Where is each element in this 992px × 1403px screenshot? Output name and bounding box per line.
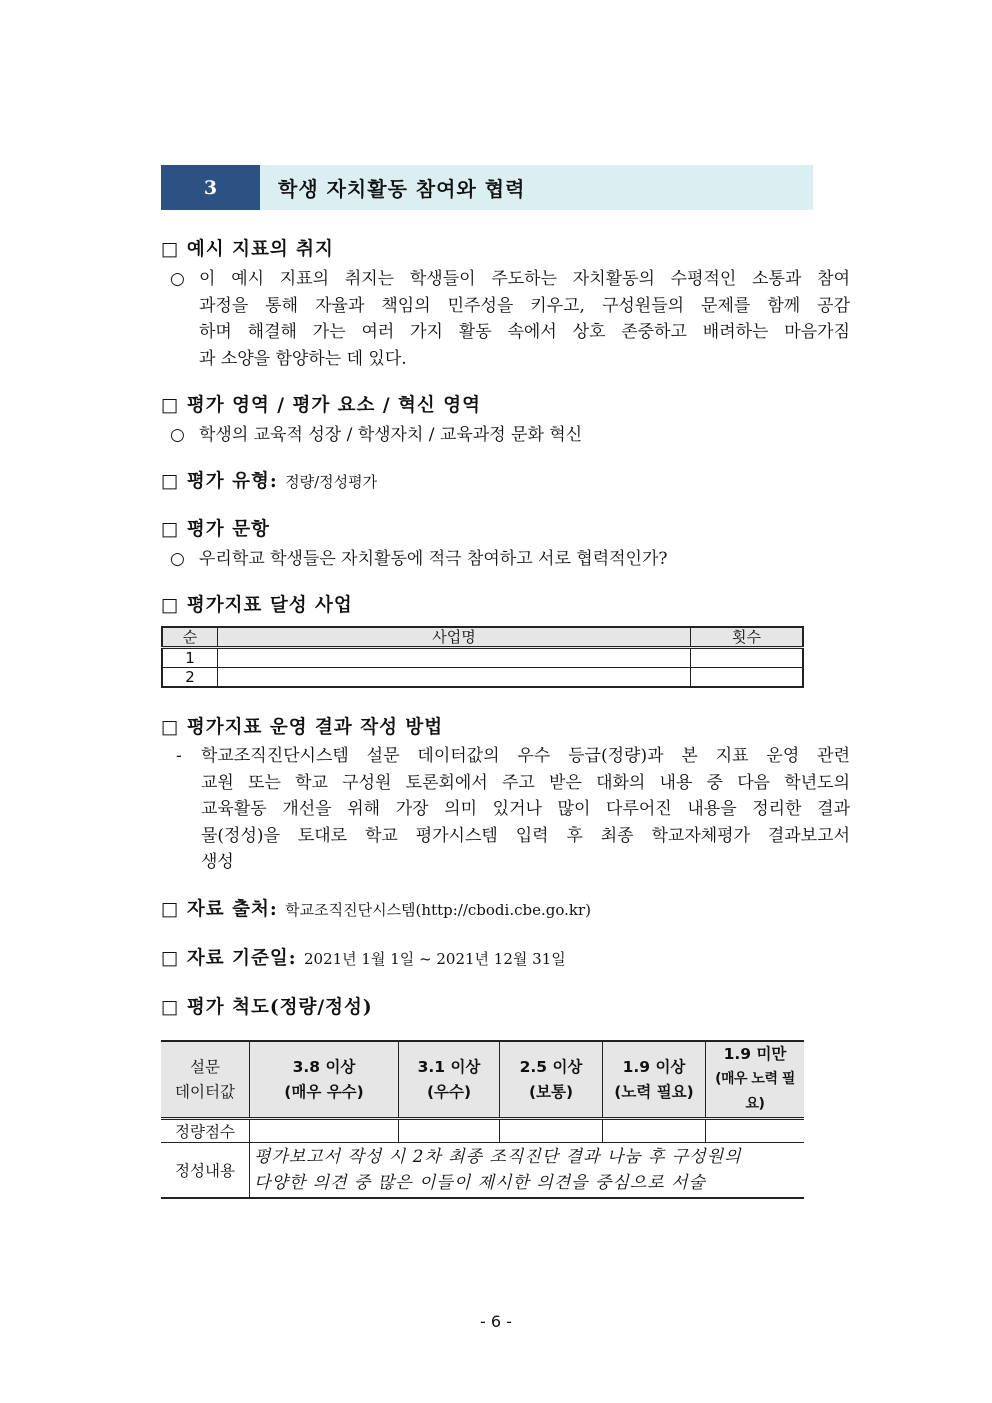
method-line: 물(정성)을 토대로 학교 평가시스템 입력 후 최종 학교자체평가 결과보고서 — [201, 825, 850, 846]
column-header: 1.9 미만 (매우 노력 필요) — [706, 1041, 805, 1119]
table-cell — [218, 648, 691, 668]
purpose-line: ○ 이 예시 지표의 취지는 학생들이 주도하는 자치활동의 수평적인 소통과 참여 — [170, 266, 850, 293]
table-row — [162, 648, 803, 668]
column-header: 순 — [162, 627, 218, 648]
section-title: 학생 자치활동 참여와 협력 — [260, 165, 813, 210]
column-header: 2.5 이상 (보통) — [500, 1041, 603, 1119]
table-cell — [500, 1119, 603, 1143]
table-cell — [250, 1119, 399, 1143]
column-header: 횟수 — [691, 627, 804, 648]
table-cell — [218, 668, 691, 688]
table-row — [161, 1119, 804, 1143]
dash-bullet: - — [176, 746, 182, 766]
circle-bullet: ○ — [170, 549, 185, 569]
source-heading: □ 자료 출처: 학교조직진단시스템(http://cbodi.cbe.go.kr) — [161, 899, 591, 920]
method-line: 생성 — [201, 852, 234, 872]
purpose-line: 과정을 통해 자율과 책임의 민주성을 키우고, 구성원들의 문제를 함께 공감 — [199, 295, 850, 316]
area-heading: □ 평가 영역 / 평가 요소 / 혁신 영역 — [161, 395, 481, 416]
method-paragraph — [176, 743, 850, 876]
table-cell — [691, 648, 804, 668]
column-header: 1.9 이상 (노력 필요) — [603, 1041, 706, 1119]
table-cell — [399, 1119, 500, 1143]
row-label: 정량점수 — [161, 1119, 250, 1143]
table-row — [162, 668, 803, 688]
circle-bullet: ○ — [170, 425, 185, 445]
method-line: - 학교조직진단시스템 설문 데이터값의 우수 등급(정량)과 본 지표 운영 관련 — [176, 743, 850, 770]
table-cell: 1 — [162, 648, 218, 668]
type-value: 정량/정성평가 — [285, 473, 378, 491]
purpose-heading: □ 예시 지표의 취지 — [161, 239, 334, 260]
table-header-row — [162, 627, 803, 648]
scale-table — [161, 1040, 804, 1199]
date-heading: □ 자료 기준일: 2021년 1월 1일 ~ 2021년 12월 31일 — [161, 948, 566, 969]
column-header: 설문 데이터값 — [161, 1041, 250, 1119]
date-value: 2021년 1월 1일 ~ 2021년 12월 31일 — [304, 950, 566, 968]
method-line: 교원 또는 학교 구성원 토론회에서 주고 받은 대화의 내용 중 다음 학년도의 — [201, 772, 850, 793]
projects-table — [161, 626, 804, 688]
method-line: 교육활동 개선을 위해 가장 의미 있거나 많이 다루어진 내용을 정리한 결과 — [201, 799, 850, 819]
purpose-line: 하며 해결해 가는 여러 가지 활동 속에서 상호 존중하고 배려하는 마음가짐 — [199, 322, 850, 342]
qualitative-description: 평가보고서 작성 시 2차 최종 조직진단 결과 나눔 후 구성원의 다양한 의견 중 많은 이들이 제시한 의견을 중심으로 서술 — [250, 1143, 805, 1199]
type-heading: □ 평가 유형: 정량/정성평가 — [161, 471, 378, 492]
row-label: 정성내용 — [161, 1143, 250, 1199]
table-cell — [603, 1119, 706, 1143]
column-header: 3.1 이상 (우수) — [399, 1041, 500, 1119]
table-row — [161, 1143, 804, 1199]
scale-heading: □ 평가 척도(정량/정성) — [161, 997, 373, 1018]
column-header: 사업명 — [218, 627, 691, 648]
projects-heading: □ 평가지표 달성 사업 — [161, 595, 353, 616]
purpose-line: 과 소양을 함양하는 데 있다. — [199, 348, 407, 369]
column-header: 3.8 이상 (매우 우수) — [250, 1041, 399, 1119]
table-cell — [706, 1119, 805, 1143]
question-paragraph — [170, 546, 850, 573]
area-paragraph — [170, 422, 850, 449]
question-heading: □ 평가 문항 — [161, 519, 270, 540]
section-banner — [161, 165, 813, 210]
section-number: 3 — [161, 165, 260, 210]
table-cell — [691, 668, 804, 688]
area-line: ○ 학생의 교육적 성장 / 학생자치 / 교육과정 문화 혁신 — [170, 422, 850, 449]
circle-bullet: ○ — [170, 269, 185, 289]
question-line: ○ 우리학교 학생들은 자치활동에 적극 참여하고 서로 협력적인가? — [170, 546, 850, 573]
source-value: 학교조직진단시스템(http://cbodi.cbe.go.kr) — [285, 901, 591, 919]
page-number: - 6 - — [480, 1312, 512, 1331]
method-heading: □ 평가지표 운영 결과 작성 방법 — [161, 717, 444, 738]
table-header-row — [161, 1041, 804, 1119]
purpose-paragraph — [170, 266, 850, 372]
table-cell: 2 — [162, 668, 218, 688]
